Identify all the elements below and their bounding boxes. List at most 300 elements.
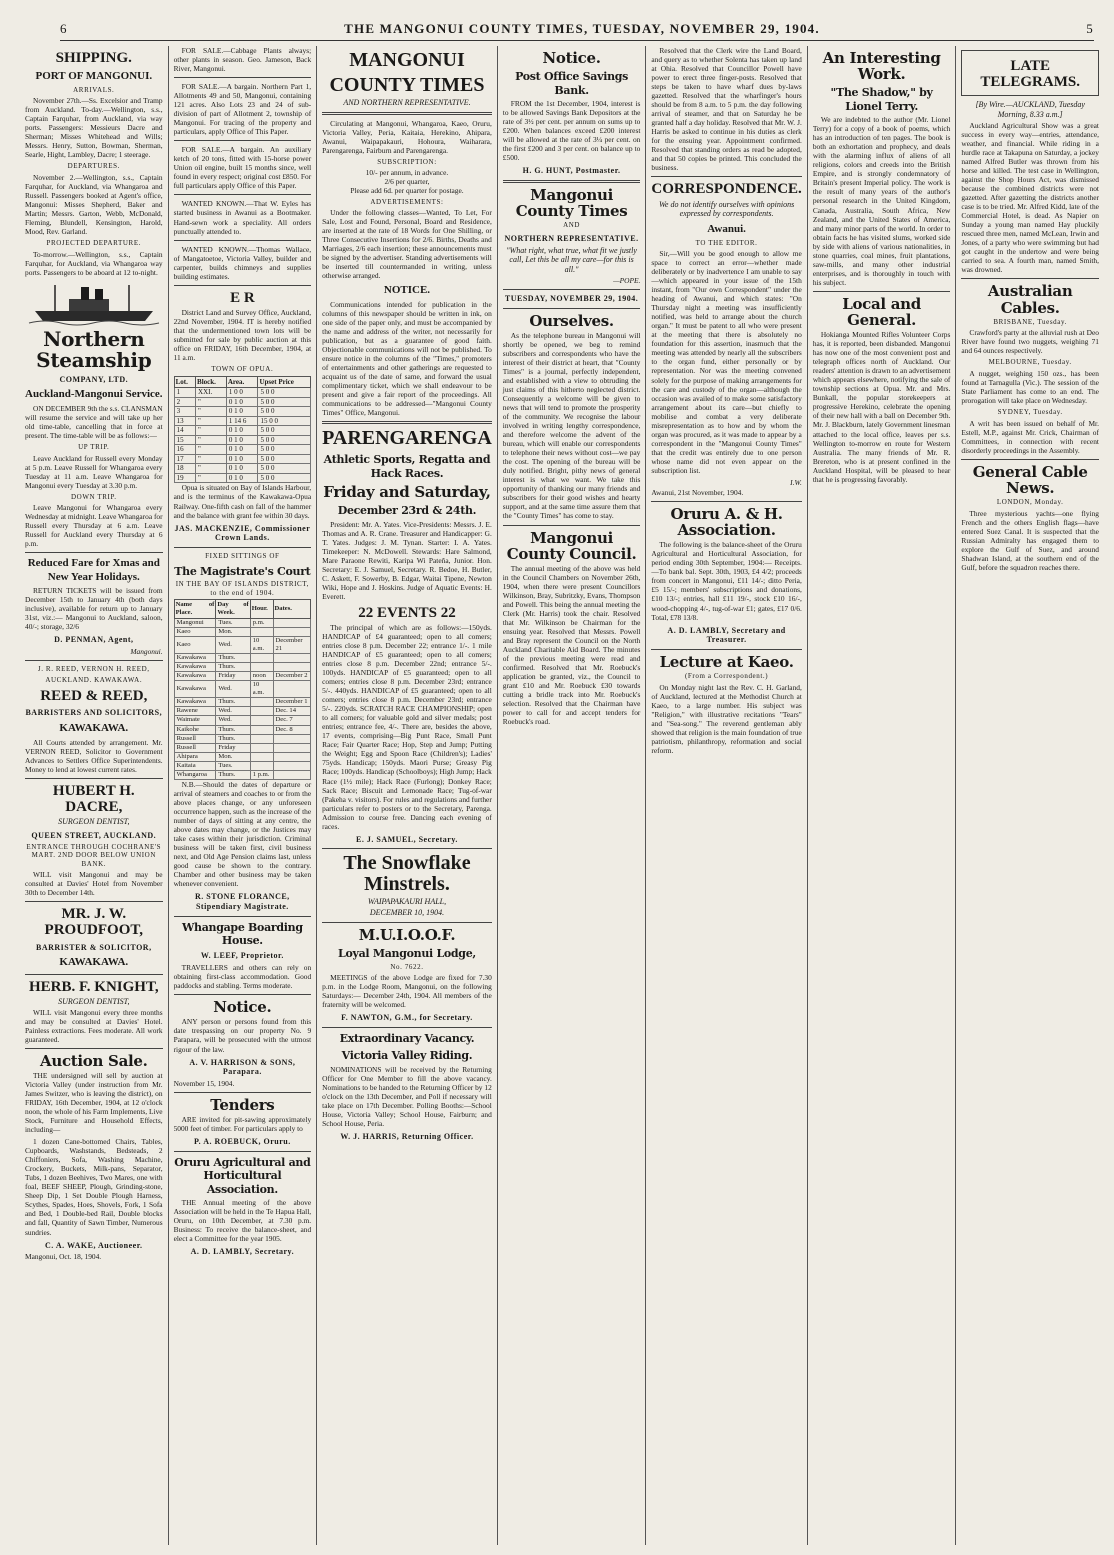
classified-ad: FOR SALE.—Cabbage Plants always; other plants in season. Geo. Jameson, Back River, Mangonui. — [173, 46, 312, 74]
steamship-sub: COMPANY, LTD. — [59, 374, 129, 384]
column-3 — [317, 46, 498, 1545]
auction-text: THE undersigned will sell by auction at Victoria Valley (under instruction from Mr. James Switzer, who is leaving the district), on FRIDAY, 16th December, 1904, at 12 o'clock noon, the whole of his Farm Implements, Live Stock, Furniture and Household Effects, including— — [25, 1070, 163, 1135]
court-table-cell: December 1 — [273, 698, 311, 707]
divider — [174, 285, 312, 286]
court-table-cell: 10 a.m. — [250, 681, 273, 698]
column-1 — [20, 46, 169, 1545]
cables-place: SYDNEY, Tuesday. — [997, 408, 1063, 417]
up-trip-text: Leave Auckland for Russell every Monday at 5 p.m. Leave Russell for Whangaroa every Tuesday at 11 a.m. Leave Whangaroa for Mangonui every Tuesday at 3.30 p.m. — [25, 453, 163, 490]
land-table-cell: 13 — [174, 416, 195, 426]
column-6 — [808, 46, 957, 1545]
court-table-cell: Mon. — [216, 628, 250, 637]
vvr-sign: W. J. HARRIS, Returning Officer. — [340, 1131, 474, 1141]
court-table-cell — [273, 654, 311, 663]
dacre-text: WILL visit Mangonui and may be consulted at Davies' Hotel from November 30th to December 14th. — [25, 870, 163, 898]
interesting-heading: An Interesting Work. — [822, 49, 941, 84]
land-table-cell: " — [196, 473, 227, 483]
court-table-header: Name of Place. — [174, 600, 216, 619]
muiof-sign: F. NAWTON, G.M., for Secretary. — [341, 1013, 473, 1023]
court-nb: N.B.—Should the dates of departure or arrival of steamers and coaches to or from the above places change, or any unforeseen occurrence happen, such as the increase of the number of days of sitting at any centre, the above dates may change, or the Justices may take cases within their jurisdiction. Criminal business will be taken first, civil business next, and Old Age Pension claims last, unless good cause be shown to the contrary. Chamber and other business may be taken whenever convenient. — [173, 779, 312, 889]
court-table-cell: Kaikohe — [174, 725, 216, 734]
knight-sub: SURGEON DENTIST, — [58, 996, 130, 1006]
court-table-cell: Russell — [174, 743, 216, 752]
court-table-cell: Dec. 14 — [273, 707, 311, 716]
cables-text: Crawford's party at the alluvial rush at Deo River have found two nuggets, weighing 71 and 64 ounces respectively. — [961, 328, 1099, 356]
telegrams-text: Auckland Agricultural Show was a great success in every way—entries, attendance, weather, and financial. While riding in a hurdle race at Takapuna on Saturday, a jockey named Alfred Butler was thrown from his horse and killed. The test case in Wellington, against the Shop Hours Act, was dismissed because the combined districts were not gazetted. After gazetting the districts another case is to be tried. Mr. Alfred Kidd, late of the Commercial Hotel, is dead. As Napier on Sunday a young man named Hay pluckily rescued three men, named McLean, Irwin and Jones, of a party who were swimming but had got caught in the undertow and were being carried to sea. A fourth man, named Smith, was drowned. — [961, 120, 1099, 275]
royal-cipher: E R — [230, 289, 255, 306]
land-table-cell: 0 1 0 — [226, 464, 258, 474]
events-sign: E. J. SAMUEL, Secretary. — [356, 834, 458, 844]
vvr-heading: Victoria Valley Riding. — [341, 1049, 473, 1063]
court-table-header: Day of Week. — [216, 600, 250, 619]
land-table-cell: 5 0 0 — [258, 435, 311, 445]
masthead-sub: NORTHERN REPRESENTATIVE. — [504, 233, 639, 243]
divider — [813, 291, 951, 292]
running-head-left: 6 — [60, 21, 68, 36]
parengarenga-heading: PARENGARENGA — [322, 427, 492, 450]
court-table-cell: Kawakawa — [174, 698, 216, 707]
court-table-cell: Thurs. — [216, 654, 250, 663]
pos-sign: H. G. HUNT, Postmaster. — [522, 166, 621, 176]
circulation-text: Circulating at Mangonui, Whangaroa, Kaeo, Oruru, Victoria Valley, Peria, Kaitaia, Herekino, Ahipara, Awanui, Waipapakauri, Hohoura, Waiharara, Parengarenga, Fairburn and Parengarenga. — [322, 118, 492, 155]
divider — [651, 649, 801, 650]
awanui-text: Sir,—Will you be good enough to allow me space to correct an error—whether made deliberately or by inadvertence I am unable to say—which appeared in your issue of the 15th instant, from "Our own Correspondent" under the heading of Awanui, and which states: "On Thursday night a meeting was insufficiently notified, was held to arrange about the church organ." It must be patent to all who were present at the meeting that there is absolutely no foundation for this assertion, inasmuch that the meeting was attended by nearly all the subscribers to the organ fund, either personally or by representation. Nor was the meeting convened solely for the purpose of making arrangements for the care and custody of the organ—although the occasion was availed of to make some satisfactory arrangement about its care—but chiefly to mobilise and combat a very deliberate misrepresentation as to how and by whom the organ was procured, as it was made to appear by a correspondent in the "Mangonui County Times" that the credit was entirely due to one person whose name did not even appear on the subscription list. — [651, 249, 802, 475]
divider — [961, 459, 1099, 460]
court-table-cell: Friday — [216, 672, 250, 681]
notice-heading: NOTICE. — [383, 284, 431, 297]
court-table-cell: Wed. — [216, 707, 250, 716]
oruru-assoc-sign: A. D. LAMBLY, Secretary and Treasurer. — [667, 625, 786, 645]
court-table-row — [174, 698, 311, 707]
land-table-cell: 14 — [174, 426, 195, 436]
motto: "What right, what true, what fit we justly call, Let this be all my care—for this is all." — [506, 245, 637, 275]
land-table-cell: 1 — [174, 388, 195, 398]
court-table-cell: Kaeo — [174, 637, 216, 654]
court-table-cell — [250, 725, 273, 734]
court-table-cell — [273, 770, 311, 779]
court-table-row — [174, 743, 311, 752]
court-table-cell: Wed. — [216, 681, 250, 698]
down-trip-heading: DOWN TRIP. — [71, 492, 117, 501]
shadow-text: We are indebted to the author (Mr. Lionel Terry) for a copy of a book of poems, which has an introduction of ten pages. The book is both an exhortation and prophecy, and deals with the alarming influx of aliens of all religions, colors and creeds into the British Empire, and is strongly condemnatory of Britain's present Imperial policy. The work is the result of many years of the author's personal research in the United Kingdom, Canada, Australia, South Africa, New Zealand, and the United States of America, and many minor parts of the world. In order to obtain facts he has visited slums, worked side by side with aliens of various nationalities, in stone quarries, coal mines, fruit plantations, saw-mills, and many other industrial enterprises, and is thoroughly in touch with his subject. — [812, 115, 951, 287]
proudfoot-sub: BARRISTER & SOLICITOR, — [36, 942, 152, 952]
land-table-cell: 17 — [174, 454, 195, 464]
divider — [174, 547, 312, 548]
land-table-row — [174, 464, 311, 474]
court-table-cell — [250, 752, 273, 761]
divider — [174, 1092, 312, 1093]
lecture-heading: Lecture at Kaeo. — [659, 653, 794, 672]
council-text-continued: Resolved that the Clerk wire the Land Board, and query as to whether Solenta has taken up land at Ohia. Resolved that Councillor Powell have power to erect three finger-posts. Resolved that steps be taken to have wharf dues by-laws gazetted. Resolved that the wharfinger's hours should be from 8 a.m. to 5 p.m. the day following arrival of steamer, and that on Saturday he be granted half a day holiday. Resolved that Mr. W. J. Harris be asked to continue in his duties as clerk for the ensuing year. Appointment confirmed. Resolved that standing orders as read be adopted, and that 50 copies be printed. This concluded the business. — [651, 46, 802, 173]
council-text: The annual meeting of the above was held in the Council Chambers on November 26th, 1904, when there were present Councillors Wilkinson, Bray, Subritzky, Evans, Thompson and Powell. This being the annual meeting the Clerk (Mr. Harris) took the chair. Resolved that Mr. Wilkinson be Chairman for the ensuing year. Resolved that Messrs. Powell and Bray represent the Council on the North Auckland Charitable Aid Board. The minutes of the previous meeting were read and confirmed. Resolved that Mr. Roebuck's application be granted, viz., the Council to grant £10 and Mr. Roebuck £30 towards cutting a bridle track into Mr. Roebuck's selection. Resolved that the Chairman have power to call for and accept tenders for Roebuck's road. — [502, 563, 641, 727]
land-table-cell: 5 0 0 — [258, 473, 311, 483]
arrivals-heading: ARRIVALS. — [73, 85, 115, 94]
land-table-header: Block. — [196, 376, 227, 388]
telegrams-by: [By Wire.—AUCKLAND, Tuesday Morning, 8.33 a.m.] — [975, 100, 1085, 120]
projected-text: To-morrow.—Wellington, s.s., Captain Farquhar, for Auckland, via Whangaroa way ports. Passengers to be aboard at 12 to-night. — [25, 249, 163, 277]
classified-ad: FOR SALE.—A bargain. An auxiliary ketch of 20 tons, fitted with 15-horse power Union oil engine, built 15 months since, well found in every respect; original cost £850. For full particulars apply Office of this Paper. — [173, 145, 312, 191]
court-table-cell — [250, 743, 273, 752]
land-table-cell: 1 0 0 — [226, 388, 258, 398]
cables-place: MELBOURNE, Tuesday. — [988, 358, 1072, 367]
court-table-cell: Kawakawa — [174, 681, 216, 698]
auction-sign: C. A. WAKE, Auctioneer. — [45, 1240, 143, 1250]
court-table-cell — [250, 707, 273, 716]
tenders-heading: Tenders — [210, 1096, 275, 1115]
land-table-row — [174, 445, 311, 455]
column-7 — [956, 46, 1104, 1545]
reduced-fare-heading: Reduced Fare for Xmas and New Year Holidays. — [27, 557, 160, 583]
land-table-row — [174, 407, 311, 417]
land-table-row — [174, 426, 311, 436]
divider — [174, 240, 312, 241]
service-heading: Auckland-Mangonui Service. — [25, 388, 163, 401]
notice-date: November 15, 1904. — [173, 1079, 235, 1089]
oruru-text: THE Annual meeting of the above Association will be held in the Te Hapua Hall, Oruru, on 10th December, at 7.30 p.m. Business: To receive the balance-sheet, and elect a Committee for the year 1905. — [173, 1198, 312, 1244]
court-table-cell: Wed. — [216, 716, 250, 725]
court-table-row — [174, 619, 311, 628]
classified-ad: WANTED KNOWN.—That W. Eyles has started business in Awanui as a Bootmaker. Hand-sewn work a speciality. All orders punctually attended to. — [173, 199, 312, 236]
divider — [174, 916, 312, 917]
dacre-note: ENTRANCE THROUGH COCHRANE'S MART. 2ND DOOR BELOW UNION BANK. — [26, 842, 162, 868]
court-table-cell — [250, 734, 273, 743]
running-head-title: THE MANGONUI COUNTY TIMES, TUESDAY, NOVEMBER 29, 1904. — [344, 21, 820, 36]
court-table-cell: 10 a.m. — [250, 637, 273, 654]
divider — [25, 901, 163, 902]
court-table-cell: Mangonui — [174, 619, 216, 628]
oruru-heading: Oruru Agricultural and Horticultural Association. — [174, 1156, 311, 1196]
court-table-row — [174, 752, 311, 761]
court-table-cell: December 2 — [273, 672, 311, 681]
court-table-cell: Thurs. — [216, 698, 250, 707]
divider — [651, 501, 801, 502]
land-table-cell: 5 0 0 — [258, 445, 311, 455]
divider — [322, 112, 492, 115]
steamship-heading: Northern Steamship — [36, 326, 152, 372]
court-table-cell: Thurs. — [216, 734, 250, 743]
court-table-body — [174, 619, 311, 780]
oruru-assoc-text: The following is the balance-sheet of the Oruru Agricultural and Horticultural Association, for period ending 30th September, 1904:— Receipts.—To bank bal. Sept. 30th, 1903, £4 4/2; proceeds from concert in Mangonui, £11 14/-; ditto Peria, £5 15/-; members' subscriptions and donations, £10 13/-; entries, hall £11 19/-, stock £10 16/-, wood-chopping 4/-, tug-of-war £1; gates, £17 0/6. Total, £78 13/8. — [651, 540, 802, 622]
land-sale-sign: JAS. MACKENZIE, Commissioner Crown Lands. — [174, 523, 311, 543]
land-table-cell: 15 — [174, 435, 195, 445]
divider — [322, 421, 492, 424]
proudfoot-heading: MR. J. W. PROUDFOOT, — [44, 906, 144, 939]
masthead-sub: AND NORTHERN REPRESENTATIVE. — [343, 98, 471, 107]
vvr-text: NOMINATIONS will be received by the Returning Officer for One Member to fill the above vacancy. Nominations to be handed to the Returning Officer by 12 o'clock on the 13th December, and Poll if necessary will take place on 17th December. Polling Booths:—School House, Victoria Valley; School House, Fairburn; and School House, Peria. — [322, 1064, 492, 1128]
parengarenga-sub-3: December 23rd & 24th. — [337, 504, 477, 518]
notice-heading: Notice. — [213, 998, 272, 1017]
court-table-cell: Thurs. — [216, 725, 250, 734]
oruru-sign: A. D. LAMBLY, Secretary. — [190, 1247, 295, 1257]
masthead-line-1: MANGONUI — [349, 49, 465, 71]
classified-ad: FOR SALE.—A bargain. Northern Part 1, Allotments 49 and 50, Mangonui, containing 121 acres. Also Lots 23 and 24 of sub-division of part of Allotment 2, township of Mangonui. For tracing of the property and particulars, apply Office of This Paper. — [173, 82, 312, 137]
reed-heading: REED & REED, — [40, 688, 148, 705]
court-table-cell: December 21 — [273, 637, 311, 654]
land-table-cell: " — [196, 445, 227, 455]
pos-heading: Post Office Savings Bank. — [515, 70, 629, 97]
down-trip-text: Leave Mangonui for Whangaroa every Wednesday at midnight. Leave Whangaroa for Russell every Thursday at 6 a.m. Leave Russell for Auckland every Thursday at 6 p.m. — [25, 503, 163, 549]
land-table-cell: 5 0 0 — [258, 388, 311, 398]
court-table-cell: noon — [250, 672, 273, 681]
land-table-title: TOWN OF OPUA. — [211, 365, 274, 374]
dacre-address: QUEEN STREET, AUCKLAND. — [31, 830, 157, 840]
court-heading: The Magistrate's Court — [174, 564, 311, 578]
court-table-cell: Dec. 7 — [273, 716, 311, 725]
court-table-row — [174, 663, 311, 672]
general-place: LONDON, Monday. — [996, 498, 1064, 507]
running-head — [60, 18, 1094, 41]
court-table-cell — [273, 619, 311, 628]
land-table-cell: 0 1 0 — [226, 407, 258, 417]
masthead-and: AND — [563, 221, 581, 230]
lecture-sub: (From a Correspondent.) — [684, 672, 769, 681]
subscription-line: Please add 6d. per quarter for postage. — [350, 186, 464, 196]
divider — [503, 525, 641, 526]
up-trip-heading: UP TRIP. — [78, 443, 110, 451]
masthead-line-2: COUNTY TIMES — [329, 74, 485, 96]
court-table-cell: Thurs. — [216, 663, 250, 672]
motto-source: —POPE. — [613, 275, 641, 285]
local-heading: Local and General. — [842, 294, 921, 329]
knight-heading: HERB. F. KNIGHT, — [28, 978, 159, 995]
court-table-cell: Tues. — [216, 761, 250, 770]
penman-place: Mangonui. — [130, 647, 163, 657]
land-table-header: Lot. — [174, 376, 195, 388]
general-text: Three mysterious yachts—one flying French and the others English flags—have entered Suez Canal. It is suspected that the Russian Admiralty has engaged them to explore the Gulf of Suez, and around Shadwan Island, at the southern end of the Gulf, before the squadron reaches there. — [961, 508, 1099, 572]
oruru-assoc-heading: Oruru A. & H. Association. — [670, 504, 783, 540]
divider — [322, 922, 492, 923]
court-table-cell: Dec. 8 — [273, 725, 311, 734]
land-table-cell: 5 0 0 — [258, 407, 311, 417]
land-table-cell: 0 1 0 — [226, 397, 258, 407]
parengarenga-sub-1: Athletic Sports, Regatta and Hack Races. — [323, 453, 491, 480]
penman-sign: D. PENMAN, Agent, — [54, 635, 134, 645]
column-2 — [169, 46, 318, 1545]
general-heading: General Cable News. — [972, 462, 1088, 497]
land-table-cell: 5 0 0 — [258, 464, 311, 474]
land-table-row — [174, 388, 311, 398]
divider — [322, 1027, 492, 1028]
court-table-cell: Kawakawa — [174, 672, 216, 681]
court-table-row — [174, 707, 311, 716]
land-table-cell: " — [196, 397, 227, 407]
extraordinary-heading: Extraordinary Vacancy. — [339, 1031, 475, 1045]
shadow-heading: "The Shadow," by Lionel Terry. — [830, 86, 933, 113]
land-table-cell: " — [196, 407, 227, 417]
events-text: The principal of which are as follows:—150yds. HANDICAP of £4 guaranteed; open to all comers; entries close 8 p.m. December 22; entrance 1/-. 1 mile HANDICAP of £5 guaranteed; open to all comers; entries close 8 p.m. December 22nd; entrance 5/-. 100yds. HANDICAP of £5 guaranteed; open to all comers; entries close 8 p.m. December 23rd; entrance 5/-. 440yds. HANDICAP of £5 guaranteed; open to all comers; entries close 8 p.m. December 23rd; entrance 5/-. 220yds. SCRATCH RACE CHAMPIONSHIP; open to all comers; for valuable gold and silver medals; post entries; entrance fee, 4/-. There are, besides the above, 17 events, comprising—Big Punt Race, Small Punt Race; Fair Quarter Race; Hop, Step and Jump; Putting the Weight; Egg and Spoon Race (Children's); Ladies' 75yds. Handicap; 150yds. Maori Purse; Greasy Pig Race; 100yds. Handicap (Schoolboys); High Jump; Hack Race (1½ mile); Hack Race (Furlong); Donkey Race; Sack Race; Biscuit and Lemonade Race; Tug-of-war (Pakeha v. visitors). For rules and regulations and further particulars refer to posters or to the Secretary, Parenga. Admission to course free. Dancing each evening of races. — [322, 622, 492, 831]
court-table-cell: Wed. — [216, 637, 250, 654]
column-4 — [498, 46, 647, 1545]
lecture-text: On Monday night last the Rev. C. H. Garland, of Auckland, lectured at the Methodist Church at Kaeo, to a large number. His subject was "Religion," with illustrative recitations "Tears" and "Sea-song." The reverend gentleman ably showed that religion is the main foundation of true patriotism, philanthropy, reformation and social reform. — [651, 682, 802, 755]
court-table-row — [174, 725, 311, 734]
divider — [174, 994, 312, 995]
land-table-cell: 18 — [174, 464, 195, 474]
local-text: Hokianga Mounted Rifles Volunteer Corps has, it is reported, been disbanded. Mangonui has now one of the most convenient post and telegraph offices north of Auckland. Our readers' attention is drawn to an advertisement which appears elsewhere, notifying the sale of township sections at Opua. Mr. and Mrs. Bunkall, the popular storekeepers at progressive Herekino, celebrate the opening of their new hall with a ball on December 9th. Mr. J. Blackburn, lately Government linesman attached to the local office, leaves per s.s. Wellington to-morrow en route for Western Australia. The many friends of Mr. R. Brereton, who is at present confined in the Auckland Hospital, will be pleased to hear that he is progressing favorably. — [812, 330, 951, 484]
land-table-row — [174, 473, 311, 483]
parengarenga-sub-2: Friday and Saturday, — [323, 482, 491, 501]
court-table-row — [174, 628, 311, 637]
land-table-cell: " — [196, 426, 227, 436]
events-heading: 22 EVENTS 22 — [358, 604, 456, 621]
notice-text: Communications intended for publication in the columns of this newspaper should be written in ink, on one side of the paper only, and must be accompanied by the name and address of the writer, not necessarily for publication, but as a guarantee of good faith. Objectionable communications will not be published. To ensure notice in the columns of the "Times," promoters of entertainments and other gatherings are requested to acquaint us of the date of same, and forward the usual complimentary ticket, which we shall endeavour to be present and give a fair report of the proceedings. All communications to be addressed—"Mangonui County Times" Office, Mangonui. — [322, 299, 492, 418]
court-table-row — [174, 761, 311, 770]
land-table-cell: 15 0 0 — [258, 416, 311, 426]
court-table-cell: 1 p.m. — [250, 770, 273, 779]
court-table-cell: Kaeo — [174, 628, 216, 637]
muiof-heading: M.U.I.O.O.F. — [358, 925, 456, 944]
whangape-heading: Whangape Boarding House. — [181, 920, 303, 947]
court-table-cell: Rawene — [174, 707, 216, 716]
correspondence-heading: CORRESPONDENCE. — [651, 181, 802, 198]
court-table-cell — [273, 663, 311, 672]
cables-place: BRISBANE, Tuesday. — [993, 317, 1067, 326]
land-table-cell: " — [196, 454, 227, 464]
land-table-cell: 0 1 0 — [226, 454, 258, 464]
auction-items: 1 dozen Cane-bottomed Chairs, Tables, Cupboards, Washstands, Bedsteads, 2 Chiffoniers, Sofa, Washing Machine, Crockery, Buckets, Milk-pans, Separator, Tubs, 1 dozen Beehives, Two Mares, one with foal, BEEF SHEEP, Plough, Grinding-stone, Sheep Dip, 1 Set Double Plough Harness, Scythes, Spades, Hoes, Shovels, Fork, 1 Sofa and Bed, 1 Double-bed Rail, Double blocks and fall, Quantity of Sawn Timber, Numerous sundries. — [25, 1137, 163, 1237]
land-table-row — [174, 416, 311, 426]
court-table-cell — [250, 654, 273, 663]
classified-ad: WANTED KNOWN.—Thomas Wallace, of Mangatoetoe, Victoria Valley, builder and carpenter, builds chimneys and supplies building estimates. — [173, 244, 312, 281]
awanui-sign: I.W. — [790, 477, 802, 487]
land-table-cell: 19 — [174, 473, 195, 483]
court-table-cell: Kawakawa — [174, 654, 216, 663]
land-table-cell: 1 14 6 — [226, 416, 258, 426]
tenders-text: ARE invited for pit-sawing approximately 5000 feet of timber. For particulars apply to — [173, 1115, 312, 1134]
court-table-row — [174, 770, 311, 779]
land-table-header: Upset Price — [258, 376, 311, 388]
court-table-cell — [273, 761, 311, 770]
port-heading: PORT OF MANGONUI. — [35, 70, 153, 83]
cables-heading: Australian Cables. — [987, 282, 1073, 317]
pos-text: FROM the 1st December, 1904, interest is to be allowed Savings Bank Depositors at the rate of 3½ per cent. per annum on sums up to £200. When balances exceed £200 interest will be allowed at the rate of 3¼ per cent. on the first £200 and 3 per cent. on balance up to £500. — [502, 99, 641, 163]
land-table-cell: 5 0 0 — [258, 426, 311, 436]
land-table-cell: 0 1 0 — [226, 473, 258, 483]
court-table-cell — [273, 734, 311, 743]
arrivals-text: November 27th.—Ss. Excelsior and Tramp from Auckland. To-day.—Wellington, s.s., Captain Farquhar, from Auckland, via way ports. Passengers: Messieurs Dacre and Sherman; Misses Whitehead and Wills; Messrs. Henry, Sutton, Bowman, Sherman, Searle, Hight, Lambley, Dacre; 1 steerage. — [25, 96, 163, 160]
snowflake-date: DECEMBER 10, 1904. — [369, 908, 445, 918]
court-table-cell: Friday — [216, 743, 250, 752]
land-table-cell: 3 — [174, 407, 195, 417]
divider — [503, 308, 641, 309]
land-table-cell: 0 1 0 — [226, 426, 258, 436]
subscription-line: 10/- per annum, in advance. — [365, 168, 449, 178]
subscription-line: 2/6 per quarter, — [384, 177, 430, 187]
land-table-cell: " — [196, 435, 227, 445]
land-table-cell: 5 0 0 — [258, 397, 311, 407]
tenders-sign: P. A. ROEBUCK, Oruru. — [194, 1137, 291, 1147]
court-table-row — [174, 654, 311, 663]
ourselves-text: As the telephone bureau in Mangonui will shortly be opened, we beg to remind subscribers and correspondents who have the interest of their district at heart, that "County Times" is a journal, perfectly independent, and established with a view to obtruding the just claims of this hitherto neglected district. Consequently a welcome will be given to news that will tend to promote the prosperity of the community. We recognise the labour involved in writing lengthy correspondence, and therefore welcome the advent of the bureau, which will enable our correspondents to telephone their news without cost—we pay the cost. The opening of the bureau will be duly notified. Bright, pithy news of general interest is what we want. We take this opportunity of thanking our many friends and subscribers for their good wishes and hearty support, and at the same time assure them that the "County Times" has come to stay. — [502, 330, 641, 521]
notice-heading: Notice. — [542, 49, 601, 67]
divider — [25, 552, 163, 553]
muiof-text: MEETINGS of the above Lodge are fixed for 7.30 p.m. in the Lodge Room, Mangonui, on the following Saturdays:— December 24th, 1904. All members of the fraternity will be welcomed. — [322, 973, 492, 1010]
court-table-cell — [250, 716, 273, 725]
divider — [25, 778, 163, 779]
masthead: Mangonui County Times — [515, 185, 628, 221]
court-table-row — [174, 637, 311, 654]
dacre-sub: SURGEON DENTIST, — [58, 817, 130, 826]
court-table-row — [174, 734, 311, 743]
column-5 — [646, 46, 807, 1545]
court-table-cell: Kawakawa — [174, 663, 216, 672]
divider — [961, 278, 1099, 279]
advertisements-heading: ADVERTISEMENTS: — [370, 197, 444, 206]
land-table-row — [174, 397, 311, 407]
land-table-header: Area. — [226, 376, 258, 388]
land-sale-text: District Land and Survey Office, Auckland, 22nd November, 1904. IT is hereby notified that the undermentioned town lots will be submitted for sale by public auction at this office on FRIDAY, 16th December, 1904, at 11 a.m. — [173, 307, 312, 363]
court-table-cell: Russell — [174, 734, 216, 743]
court-table-row — [174, 672, 311, 681]
reed-names: J. R. REED, VERNON H. REED, — [37, 665, 150, 674]
muiof-number: No. 7622. — [390, 962, 424, 971]
snowflake-place: WAIPAPAKAURI HALL, — [367, 897, 447, 907]
land-table-cell: 16 — [174, 445, 195, 455]
land-table-row — [174, 435, 311, 445]
reed-place: KAWAKAWA. — [59, 722, 129, 735]
ourselves-heading: Ourselves. — [529, 311, 614, 330]
proudfoot-place: KAWAKAWA. — [59, 956, 129, 969]
divider — [25, 1048, 163, 1049]
court-table-cell: Mon. — [216, 752, 250, 761]
page-number: 5 — [1086, 21, 1094, 36]
court-table-cell: Ahipara — [174, 752, 216, 761]
land-table-body — [174, 388, 311, 483]
court-table-cell: Kaitaia — [174, 761, 216, 770]
land-sale-after: Opua is situated on Bay of Islands Harbour, and is the terminus of the Kawakawa-Opua Railway. One-fifth cash on fall of the hammer and the balance with grant fee within 30 days. — [173, 483, 312, 520]
court-table-header: Hour. — [250, 600, 273, 619]
divider — [174, 1151, 312, 1152]
court-table-cell: Waimate — [174, 716, 216, 725]
court-table-cell: Whangaroa — [174, 770, 216, 779]
subscription-heading: SUBSCRIPTION: — [377, 157, 437, 166]
court-table-cell: p.m. — [250, 619, 273, 628]
court-table-cell — [273, 681, 311, 698]
departures-heading: DEPARTURES. — [67, 162, 120, 171]
notice-text: ANY person or persons found from this date trespassing on our property No. 9 Parapara, will be prosecuted with the utmost rigour of the law. — [173, 1017, 312, 1054]
projected-heading: PROJECTED DEPARTURE. — [46, 239, 142, 248]
cables-text: A writ has been issued on behalf of Mr. Estell, M.P., against Mr. Crick, Chairman of Committees, in connection with recent disorderly proceedings in the Assembly. — [961, 418, 1099, 455]
date-line: TUESDAY, NOVEMBER 29, 1904. — [504, 293, 639, 303]
court-table — [174, 599, 312, 780]
court-sign: R. STONE FLORANCE, Stipendiary Magistrate. — [195, 892, 290, 911]
divider — [174, 77, 312, 78]
whangape-text: TRAVELLERS and others can rely on obtaining first-class accommodation. Good paddocks and stabling. Terms moderate. — [173, 963, 312, 991]
land-table-cell: 2 — [174, 397, 195, 407]
court-table-row — [174, 681, 311, 698]
reed-places: AUCKLAND. KAWAKAWA. — [45, 675, 143, 684]
muiof-sub: Loyal Mangonui Lodge, — [338, 947, 476, 961]
cables-text: A nugget, weighing 150 ozs., has been found at Tarnagulla (Vic.). The session of the State Parliament has come to an end. The prorogation will take place on Wednesday. — [961, 368, 1099, 406]
steamship-illustration — [29, 281, 159, 325]
service-text: ON DECEMBER 9th the s.s. CLANSMAN will resume the service and will take up her old time-table, cancelling that in force at present. The time-table will be as follows:— — [25, 403, 163, 440]
shipping-heading: SHIPPING. — [55, 50, 132, 66]
court-table-cell — [273, 628, 311, 637]
columns — [20, 46, 1104, 1545]
land-table-cell: " — [196, 416, 227, 426]
departures-text: November 2.—Wellington, s.s., Captain Farquhar, for Auckland, via Whangaroa and Russell. Passengers booked at Agent's office, Mangonui: Misses Shepherd, Baker and Martin; Messrs. Garton, Webb, McDonald, Fleming, Blundell, Kensington, Harold, Mood, Rev. Garland. — [25, 172, 163, 237]
knight-text: WILL visit Mangonui every three months and may be consulted at Davies' Hotel. Painless extractions. Fees moderate. All work guaranteed. — [25, 1007, 163, 1044]
correspondence-sub: We do not identify ourselves with opinions expressed by correspondents. — [658, 199, 795, 219]
divider — [25, 974, 163, 975]
court-table-cell: Tues. — [216, 619, 250, 628]
divider — [651, 176, 801, 177]
snowflake-heading: The Snowflake Minstrels. — [343, 852, 471, 896]
land-table-row — [174, 454, 311, 464]
auction-heading: Auction Sale. — [40, 1051, 148, 1070]
divider — [503, 289, 641, 290]
court-sub: IN THE BAY OF ISLANDS DISTRICT, to the end of 1904. — [175, 580, 310, 597]
land-table-cell: 0 1 0 — [226, 435, 258, 445]
